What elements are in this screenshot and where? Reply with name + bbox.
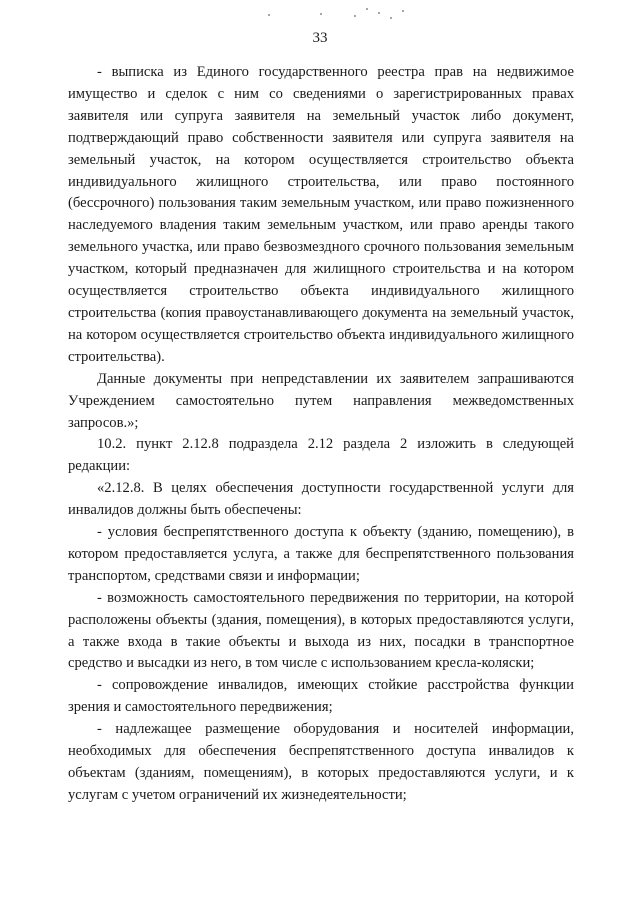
page-number: 33 bbox=[312, 30, 328, 46]
paragraph-access-conditions: - условия беспрепятственного доступа к объекту (зданию, помещению), в котором предоставляется услуга, а также для беспрепятственного пользования транспортом, средствами связи и информации; bbox=[68, 524, 574, 584]
paragraph-extract-registry: - выписка из Единого государственного реестра прав на недвижимое имущество и сделок с ним со сведениями о зарегистрированных правах заявителя или супруга заявителя на земельный участок либо документ, подтверждающий право собственности заявителя или супруга заявителя на земельный участок, на котором осуществляется строительство объекта индивидуального жилищного строительства, или право постоянного (бессрочного) пользования таким земельным участком, или право пожизненного наследуемого владения таким земельным участком, или право аренды такого земельного участка, или право безвозмездного срочного пользования земельным участком, который предназначен для жилищного строительства и на котором осуществляется строительство объекта индивидуального жилищного строительства (копия правоустанавливающего документа на земельный участок, на котором осуществляется строительство объекта индивидуального жилищного строительства). bbox=[68, 64, 574, 365]
paragraph-independent-movement: - возможность самостоятельного передвижения по территории, на которой расположены объекты (здания, помещения), в которых предоставляются услуги, а также входа в такие объекты и выхода из них, посадки в транспортное средство и высадки из него, в том числе с использованием кресла-коляски; bbox=[68, 589, 574, 672]
paragraph-amendment-10-2: 10.2. пункт 2.12.8 подраздела 2.12 раздела 2 изложить в следующей редакции: bbox=[68, 436, 574, 475]
scan-specks bbox=[250, 4, 450, 24]
paragraph-escort: - сопровождение инвалидов, имеющих стойкие расстройства функции зрения и самостоятельного передвижения; bbox=[68, 677, 574, 716]
paragraph-equipment-placement: - надлежащее размещение оборудования и носителей информации, необходимых для обеспечения беспрепятственного доступа инвалидов к объектам (зданиям, помещениям), в которых предоставляются услуги, и к услугам с учетом ограничений их жизнедеятельности; bbox=[68, 721, 574, 803]
paragraph-documents-requested: Данные документы при непредставлении их заявителем запрашиваются Учреждением самостоятельно путем направления межведомственных запросов.»; bbox=[68, 370, 574, 431]
document-body bbox=[68, 62, 574, 807]
paragraph-2-12-8-intro: «2.12.8. В целях обеспечения доступности государственной услуги для инвалидов должны быть обеспечены: bbox=[68, 480, 574, 519]
